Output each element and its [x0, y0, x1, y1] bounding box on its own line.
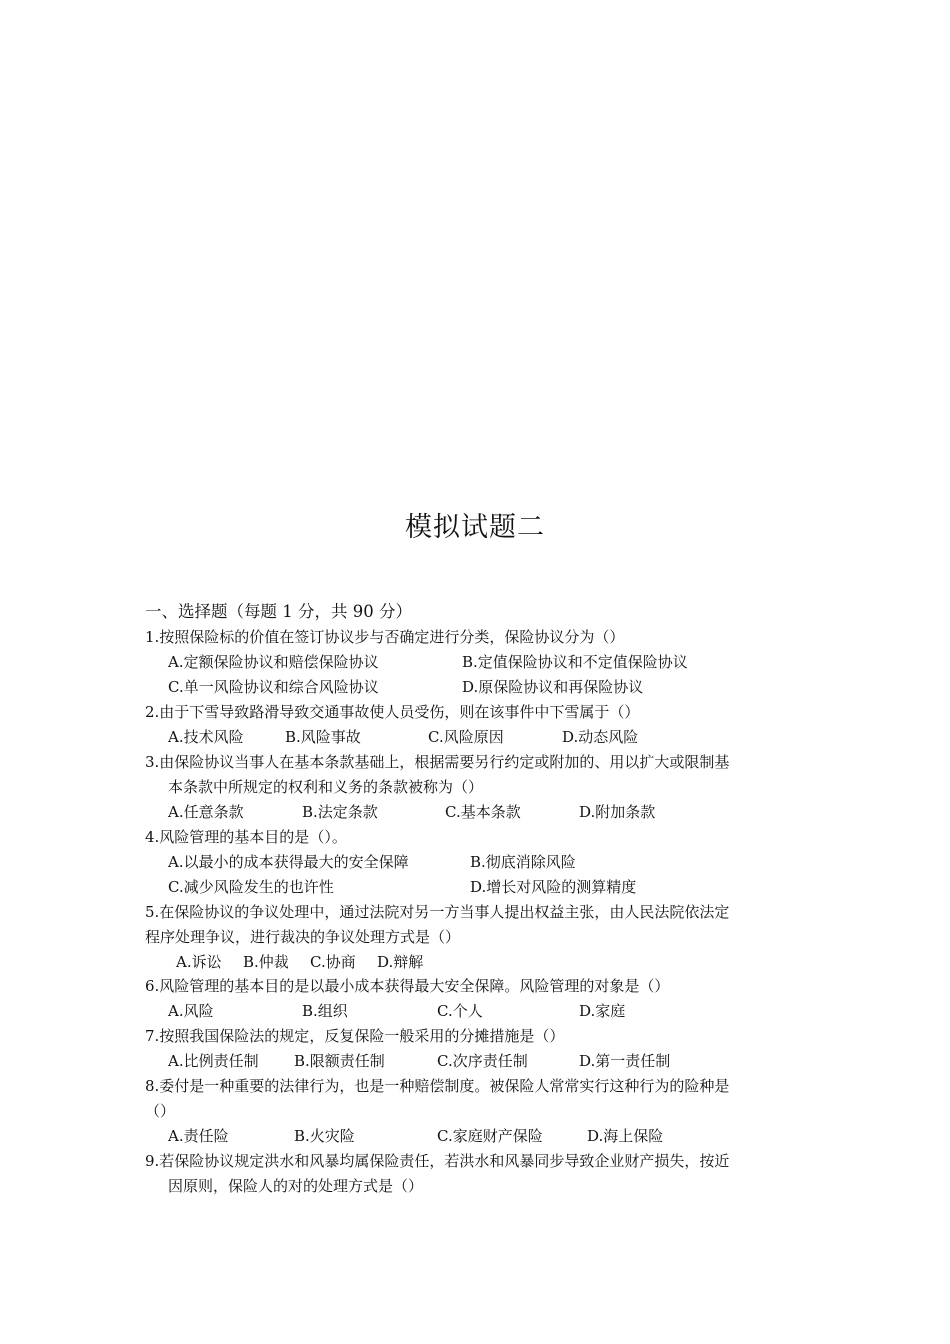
question-6-option-d: D.家庭 — [579, 1002, 626, 1020]
question-3-option-c: C.基本条款 — [445, 803, 521, 821]
question-8-option-c: C.家庭财产保险 — [437, 1127, 543, 1145]
question-4-option-a: A.以最小的成本获得最大的安全保障 — [168, 853, 409, 871]
question-5-text: 5.在保险协议的争议处理中，通过法院对另一方当事人提出权益主张，由人民法院依法定 — [145, 903, 730, 921]
question-1-option-d: D.原保险协议和再保险协议 — [462, 678, 644, 696]
question-2-option-a: A.技术风险 — [168, 728, 244, 746]
question-2-text: 2.由于下雪导致路滑导致交通事故使人员受伤，则在该事件中下雪属于（） — [145, 703, 640, 721]
question-8-option-b: B.火灾险 — [294, 1127, 355, 1145]
question-7-option-d: D.第一责任制 — [579, 1052, 671, 1070]
question-1-text: 1.按照保险标的价值在签订协议步与否确定进行分类，保险协议分为（） — [145, 628, 625, 646]
question-3-text: 3.由保险协议当事人在基本条款基础上，根据需要另行约定或附加的、用以扩大或限制基 — [145, 753, 730, 771]
question-6-option-c: C.个人 — [437, 1002, 483, 1020]
question-5-option-b: B.仲裁 — [243, 953, 289, 971]
question-8-option-d: D.海上保险 — [587, 1127, 664, 1145]
question-5-option-d: D.辩解 — [377, 953, 424, 971]
question-3-option-a: A.任意条款 — [168, 803, 244, 821]
page-title: 模拟试题二 — [405, 512, 545, 543]
question-4-text: 4.风险管理的基本目的是（）。 — [145, 828, 347, 846]
question-3-text-cont: 本条款中所规定的权利和义务的条款被称为（） — [168, 778, 484, 796]
question-5-text-cont: 程序处理争议，进行裁决的争议处理方式是（） — [145, 928, 461, 946]
question-8-option-a: A.责任险 — [168, 1127, 229, 1145]
question-2-option-b: B.风险事故 — [285, 728, 361, 746]
question-4-option-c: C.减少风险发生的也许性 — [168, 878, 334, 896]
question-7-option-c: C.次序责任制 — [437, 1052, 528, 1070]
question-7-text: 7.按照我国保险法的规定，反复保险一般采用的分摊措施是（） — [145, 1027, 565, 1045]
question-5-option-a: A.诉讼 — [176, 953, 222, 971]
question-4-option-b: B.彻底消除风险 — [470, 853, 576, 871]
question-6-option-a: A.风险 — [168, 1002, 214, 1020]
question-3-option-b: B.法定条款 — [302, 803, 378, 821]
question-8-text-cont: （） — [145, 1102, 176, 1120]
question-2-option-d: D.动态风险 — [562, 728, 639, 746]
question-7-option-b: B.限额责任制 — [294, 1052, 385, 1070]
section-heading: 一、选择题（每题 1 分，共 90 分） — [145, 602, 412, 621]
question-6-text: 6.风险管理的基本目的是以最小成本获得最大安全保障。风险管理的对象是（） — [145, 977, 670, 995]
question-1-option-c: C.单一风险协议和综合风险协议 — [168, 678, 379, 696]
question-4-option-d: D.增长对风险的测算精度 — [470, 878, 637, 896]
question-8-text: 8.委付是一种重要的法律行为，也是一种赔偿制度。被保险人常常实行这种行为的险种是 — [145, 1077, 730, 1095]
question-9-text-cont: 因原则，保险人的对的处理方式是（） — [168, 1177, 424, 1195]
question-1-option-a: A.定额保险协议和赔偿保险协议 — [168, 653, 379, 671]
question-2-option-c: C.风险原因 — [428, 728, 504, 746]
question-5-option-c: C.协商 — [310, 953, 356, 971]
question-1-option-b: B.定值保险协议和不定值保险协议 — [462, 653, 688, 671]
question-3-option-d: D.附加条款 — [579, 803, 656, 821]
question-6-option-b: B.组织 — [302, 1002, 348, 1020]
question-9-text: 9.若保险协议规定洪水和风暴均属保险责任，若洪水和风暴同步导致企业财产损失，按近 — [145, 1152, 730, 1170]
question-7-option-a: A.比例责任制 — [168, 1052, 259, 1070]
